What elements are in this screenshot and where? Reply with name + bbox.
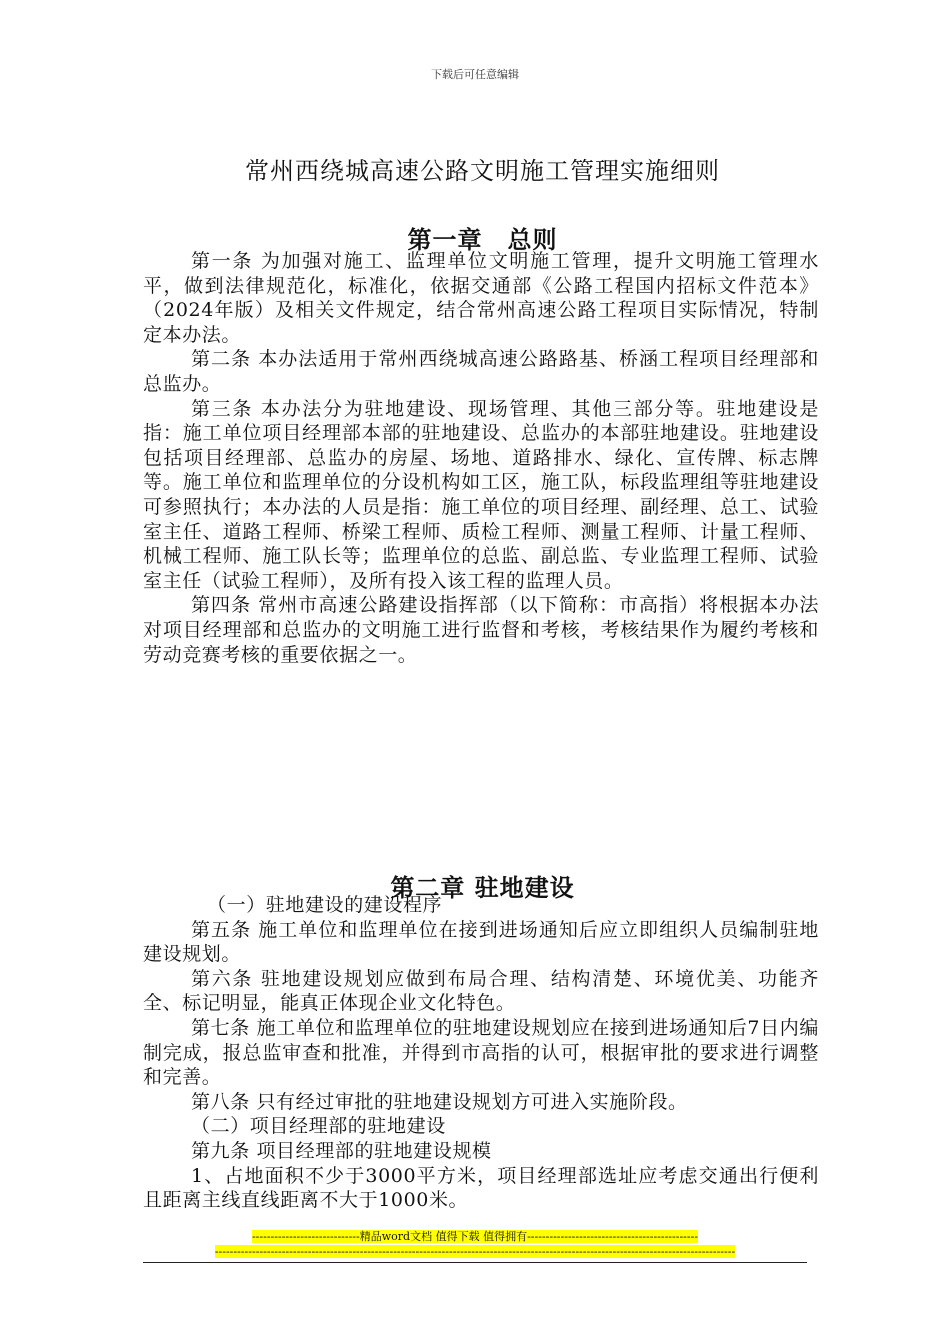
footer-line-1: -----------------------------精品word文档 值得下载 值得拥有---------------------------------------------- bbox=[251, 1230, 699, 1243]
article-7: 第七条 施工单位和监理单位的驻地建设规划应在接到进场通知后7日内编制完成，报总监审查和批准，并得到市高指的认可，根据审批的要求进行调整和完善。 bbox=[143, 1016, 819, 1089]
footer-banner bbox=[150, 1229, 800, 1259]
footer-rule bbox=[143, 1262, 807, 1263]
item-1: 1、占地面积不少于3000平方米，项目经理部选址应考虑交通出行便利且距离主线直线距离不大于1000米。 bbox=[143, 1164, 819, 1212]
footer-line-2: -------------------------------------------------------------------------------------------------------------------------------------------- bbox=[214, 1245, 736, 1258]
section-1-heading: （一）驻地建设的建设程序 bbox=[207, 894, 443, 916]
article-2: 第二条 本办法适用于常州西绕城高速公路路基、桥涵工程项目经理部和总监办。 bbox=[143, 348, 819, 395]
chapter-1-body bbox=[143, 249, 819, 667]
chapter-1-heading: 第一章 总则 bbox=[407, 224, 558, 254]
article-4: 第四条 常州市高速公路建设指挥部（以下简称：市高指）将根据本办法对项目经理部和总监办的文明施工进行监督和考核，考核结果作为履约考核和劳动竞赛考核的重要依据之一。 bbox=[143, 594, 819, 666]
section-2-heading: （二）项目经理部的驻地建设 bbox=[191, 1115, 446, 1138]
chapter-2-heading: 第二章 驻地建设 bbox=[390, 872, 575, 902]
chapter-2-body bbox=[143, 893, 819, 1213]
header-note: 下载后可任意编辑 bbox=[431, 68, 519, 81]
article-1: 第一条 为加强对施工、监理单位文明施工管理，提升文明施工管理水平，做到法律规范化，标准化，依据交通部《公路工程国内招标文件范本》（2024年版）及相关文件规定，结合常州高速公路工程项目实际情况，特制定本办法。 bbox=[143, 250, 819, 346]
article-5: 第五条 施工单位和监理单位在接到进场通知后应立即组织人员编制驻地建设规划。 bbox=[143, 918, 819, 966]
article-6: 第六条 驻地建设规划应做到布局合理、结构清楚、环境优美、功能齐全、标记明显，能真正体现企业文化特色。 bbox=[143, 967, 819, 1015]
article-3: 第三条 本办法分为驻地建设、现场管理、其他三部分等。驻地建设是指：施工单位项目经理部本部的驻地建设、总监办的本部驻地建设。驻地建设包括项目经理部、总监办的房屋、场地、道路排水、绿化、宣传牌、标志牌等。施工单位和监理单位的分设机构如工区，施工队，标段监理组等驻地建设可参照执行；本办法的人员是指：施工单位的项目经理、副经理、总工、试验室主任、道路工程师、桥梁工程师、质检工程师、测量工程师、计量工程师、机械工程师、施工队长等；监理单位的总监、副总监、专业监理工程师、试验室主任（试验工程师），及所有投入该工程的监理人员。 bbox=[143, 397, 819, 592]
article-8: 第八条 只有经过审批的驻地建设规划方可进入实施阶段。 bbox=[191, 1090, 688, 1113]
document-title: 常州西绕城高速公路文明施工管理实施细则 bbox=[245, 157, 720, 186]
article-9: 第九条 项目经理部的驻地建设规模 bbox=[191, 1139, 492, 1162]
